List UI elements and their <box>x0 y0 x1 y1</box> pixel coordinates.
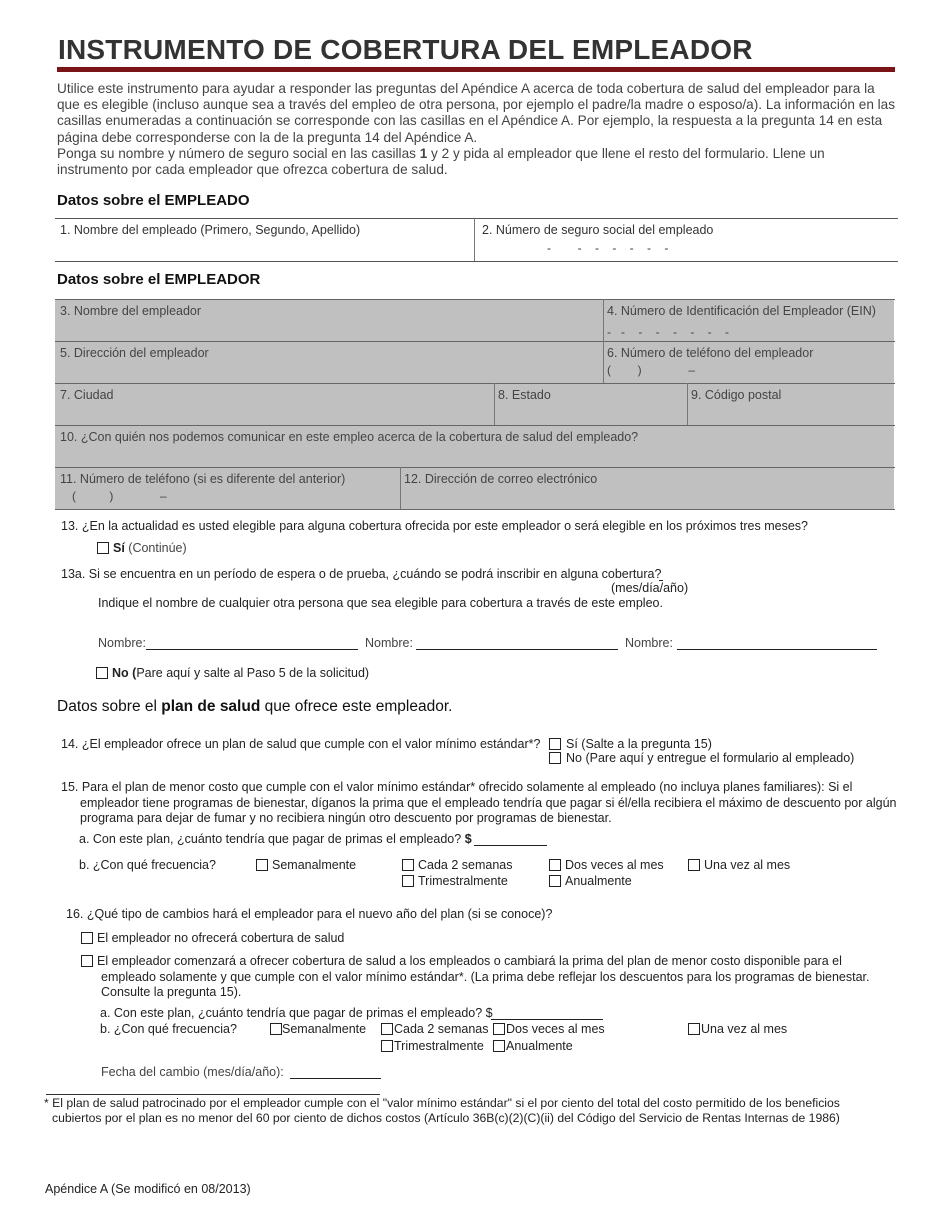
phone-mask: ( ) – <box>607 363 696 377</box>
q16-biweekly-checkbox[interactable] <box>381 1023 393 1035</box>
q13-no-bold: No ( <box>112 666 137 680</box>
q15a-amount-line[interactable] <box>474 845 547 846</box>
employer-heading: Datos sobre el EMPLEADOR <box>57 271 261 288</box>
q13a-text: 13a. Si se encuentra en un período de espera o de prueba, ¿cuándo se podrá inscribir en alguna cobertura? <box>61 567 662 581</box>
name1-label: Nombre: <box>98 636 146 650</box>
employer-name-label: 3. Nombre del empleador <box>60 304 202 318</box>
employer-phone-field[interactable] <box>604 341 895 383</box>
hp-heading-a: Datos sobre el <box>57 698 162 715</box>
q16b-label: b. ¿Con qué frecuencia? <box>100 1022 237 1036</box>
q14-no-checkbox[interactable] <box>549 752 561 764</box>
q16-quarterly-label: Trimestralmente <box>394 1039 484 1053</box>
q16-weekly-checkbox[interactable] <box>270 1023 282 1035</box>
q16-quarterly-checkbox[interactable] <box>381 1040 393 1052</box>
q16-monthly-label: Una vez al mes <box>701 1022 788 1036</box>
q15-annually-label: Anualmente <box>565 874 632 888</box>
employer-address-field[interactable] <box>55 341 603 383</box>
email-label: 12. Dirección de correo electrónico <box>404 472 598 486</box>
q15-weekly-label: Semanalmente <box>272 858 357 872</box>
intro-p2-c: y 2 y pida al empleador que llene el resto del formulario. Llene un instrumento por cada empleador que ofrezca cobertura de salud. <box>57 145 825 178</box>
footnote-text: * El plan de salud patrocinado por el empleador cumple con el "valor mínimo estándar" si el por ciento del total del costo permitido de los beneficios cubiertos por el plan es no menor del 60 por ciento de dichos costos (Artículo 36B(c)(2)(C)(ii) del Código del Servicio de Rentas Internas de 1986) <box>44 1096 840 1125</box>
q16-weekly-label: Semanalmente <box>282 1022 367 1036</box>
health-plan-heading <box>57 698 452 716</box>
q13-yes-checkbox[interactable] <box>97 542 109 554</box>
q14-text: 14. ¿El empleador ofrece un plan de salud que cumple con el valor mínimo estándar*? <box>61 737 541 751</box>
employee-name-field[interactable] <box>55 218 474 261</box>
q16-annually-label: Anualmente <box>506 1039 573 1053</box>
q15b-label: b. ¿Con qué frecuencia? <box>79 858 216 872</box>
name3-label: Nombre: <box>625 636 673 650</box>
q16-opt1-checkbox[interactable] <box>81 932 93 944</box>
rule-f <box>55 509 895 510</box>
phone2-field[interactable] <box>55 467 400 509</box>
q15a-dollar: $ <box>464 832 472 846</box>
q16-opt2-label: El empleador comenzará a ofrecer cobertura de salud a los empleados o cambiará la prima del plan de menor costo disponible para el empleado solamente y que cumple con el valor mínimo estándar*. (La prima debe reflejar los descuentos para los programas de bienestar. Consulte la pregunta 15). <box>97 954 870 1000</box>
q15-annually-checkbox[interactable] <box>549 875 561 887</box>
name3-line[interactable] <box>677 649 877 650</box>
q13-text: 13. ¿En la actualidad es usted elegible para alguna cobertura ofrecida por este empleador o será elegible en los próximos tres meses? <box>61 519 808 533</box>
phone2-label: 11. Número de teléfono (si es diferente del anterior) <box>60 472 346 486</box>
q16-text: 16. ¿Qué tipo de cambios hará el empleador para el nuevo año del plan (si se conoce)? <box>66 907 553 921</box>
q16-biweekly-label: Cada 2 semanas <box>394 1022 489 1036</box>
q13a-others-text: Indique el nombre de cualquier otra persona que sea elegible para cobertura a través de este empleo. <box>98 596 663 610</box>
hp-heading-bold: plan de salud <box>161 698 261 715</box>
q16-date-line[interactable] <box>290 1078 381 1079</box>
email-field[interactable] <box>401 467 895 509</box>
employee-heading: Datos sobre el EMPLEADO <box>57 192 250 209</box>
page-title: INSTRUMENTO DE COBERTURA DEL EMPLEADOR <box>58 34 753 65</box>
q16-opt1-label: El empleador no ofrecerá cobertura de salud <box>97 931 345 945</box>
footnote-rule <box>46 1094 380 1095</box>
q13-yes-rest: (Continúe) <box>124 541 187 555</box>
q14-yes-label: Sí (Salte a la pregunta 15) <box>566 737 712 751</box>
employer-name-field[interactable] <box>55 299 603 341</box>
employer-address-label: 5. Dirección del empleador <box>60 346 209 360</box>
contact-field[interactable] <box>55 425 895 467</box>
q15-biweekly-checkbox[interactable] <box>402 859 414 871</box>
q15a-text <box>79 832 472 846</box>
name2-line[interactable] <box>416 649 618 650</box>
intro-p2-a: Ponga su nombre y número de seguro social en las casillas <box>57 145 420 161</box>
employer-phone-label: 6. Número de teléfono del empleador <box>607 346 814 360</box>
q16-monthly-checkbox[interactable] <box>688 1023 700 1035</box>
title-rule <box>57 67 895 72</box>
q16-opt2-checkbox[interactable] <box>81 955 93 967</box>
intro-paragraph-2 <box>57 146 897 178</box>
employee-ssn-field[interactable] <box>475 218 898 261</box>
q16-date-label: Fecha del cambio (mes/día/año): <box>101 1065 284 1079</box>
q13-no-label <box>112 666 369 680</box>
name2-label: Nombre: <box>365 636 413 650</box>
footer-text: Apéndice A (Se modificó en 08/2013) <box>45 1182 251 1196</box>
q13-no-rest: Pare aquí y salte al Paso 5 de la solicitud) <box>136 666 370 680</box>
name1-line[interactable] <box>146 649 358 650</box>
contact-label: 10. ¿Con quién nos podemos comunicar en este empleo acerca de la cobertura de salud del empleado? <box>60 430 639 444</box>
q13-no-checkbox[interactable] <box>96 667 108 679</box>
state-label: 8. Estado <box>498 388 551 402</box>
employee-bottom-rule <box>55 261 898 262</box>
employee-ssn-label: 2. Número de seguro social del empleado <box>482 223 714 237</box>
city-field[interactable] <box>55 383 494 425</box>
state-field[interactable] <box>495 383 687 425</box>
employer-ein-label: 4. Número de Identificación del Empleador (EIN) <box>607 304 876 318</box>
q16a-amount-line[interactable] <box>491 1019 603 1020</box>
city-label: 7. Ciudad <box>60 388 114 402</box>
q13a-date-hint: (mes/día/año) <box>611 581 689 595</box>
q15-text: 15. Para el plan de menor costo que cumple con el valor mínimo estándar* ofrecido solamente al empleado (no incluya planes familiares): Si el empleador tiene programas de bienestar, díganos la prima que el empleado tendría que pagar si él/ella recibiera el máximo de descuento por algún programa para dejar de fumar y no recibiera ningún otro descuento por programas de bienestar. <box>61 780 897 826</box>
ssn-mask: - - - - - - - <box>547 241 669 255</box>
q15-quarterly-checkbox[interactable] <box>402 875 414 887</box>
phone2-mask: ( ) – <box>72 489 167 503</box>
q15a-label: a. Con este plan, ¿cuánto tendría que pagar de primas el empleado? <box>79 832 462 846</box>
q15-monthly-checkbox[interactable] <box>688 859 700 871</box>
intro-paragraph-1: Utilice este instrumento para ayudar a responder las preguntas del Apéndice A acerca de toda cobertura de salud del empleador para la que es elegible (incluso aunque sea a través del empleo de otra persona, por ejemplo el padre/la madre o esposo/a). La información en las casillas enumeradas a continuación se corresponde con las casillas en el Apéndice A. Por ejemplo, la respuesta a la pregunta 14 en esta página debe corresponderse con la de la pregunta 14 del Apéndice A. <box>57 81 896 145</box>
employer-ein-field[interactable] <box>604 299 895 341</box>
q15-biweekly-label: Cada 2 semanas <box>418 858 513 872</box>
q16-annually-checkbox[interactable] <box>493 1040 505 1052</box>
q16-twice-month-checkbox[interactable] <box>493 1023 505 1035</box>
q15-twice-month-checkbox[interactable] <box>549 859 561 871</box>
q16-twice-month-label: Dos veces al mes <box>506 1022 605 1036</box>
intro-p2-bold: 1 <box>419 145 428 161</box>
intro-text <box>57 81 897 178</box>
q13-yes-label <box>113 541 187 555</box>
q15-quarterly-label: Trimestralmente <box>418 874 508 888</box>
zip-field[interactable] <box>688 383 895 425</box>
q15-weekly-checkbox[interactable] <box>256 859 268 871</box>
q14-no-label: No (Pare aquí y entregue el formulario al empleado) <box>566 751 855 765</box>
q14-yes-checkbox[interactable] <box>549 738 561 750</box>
q15-monthly-label: Una vez al mes <box>704 858 791 872</box>
q16a-label: a. Con este plan, ¿cuánto tendría que pagar de primas el empleado? $ <box>100 1006 493 1020</box>
ein-mask: - - - - - - - - <box>607 325 729 339</box>
employee-name-label: 1. Nombre del empleado (Primero, Segundo, Apellido) <box>60 223 361 237</box>
zip-label: 9. Código postal <box>691 388 782 402</box>
q13-yes-bold: Sí <box>113 541 125 555</box>
q15-twice-month-label: Dos veces al mes <box>565 858 664 872</box>
hp-heading-c: que ofrece este empleador. <box>260 698 453 715</box>
